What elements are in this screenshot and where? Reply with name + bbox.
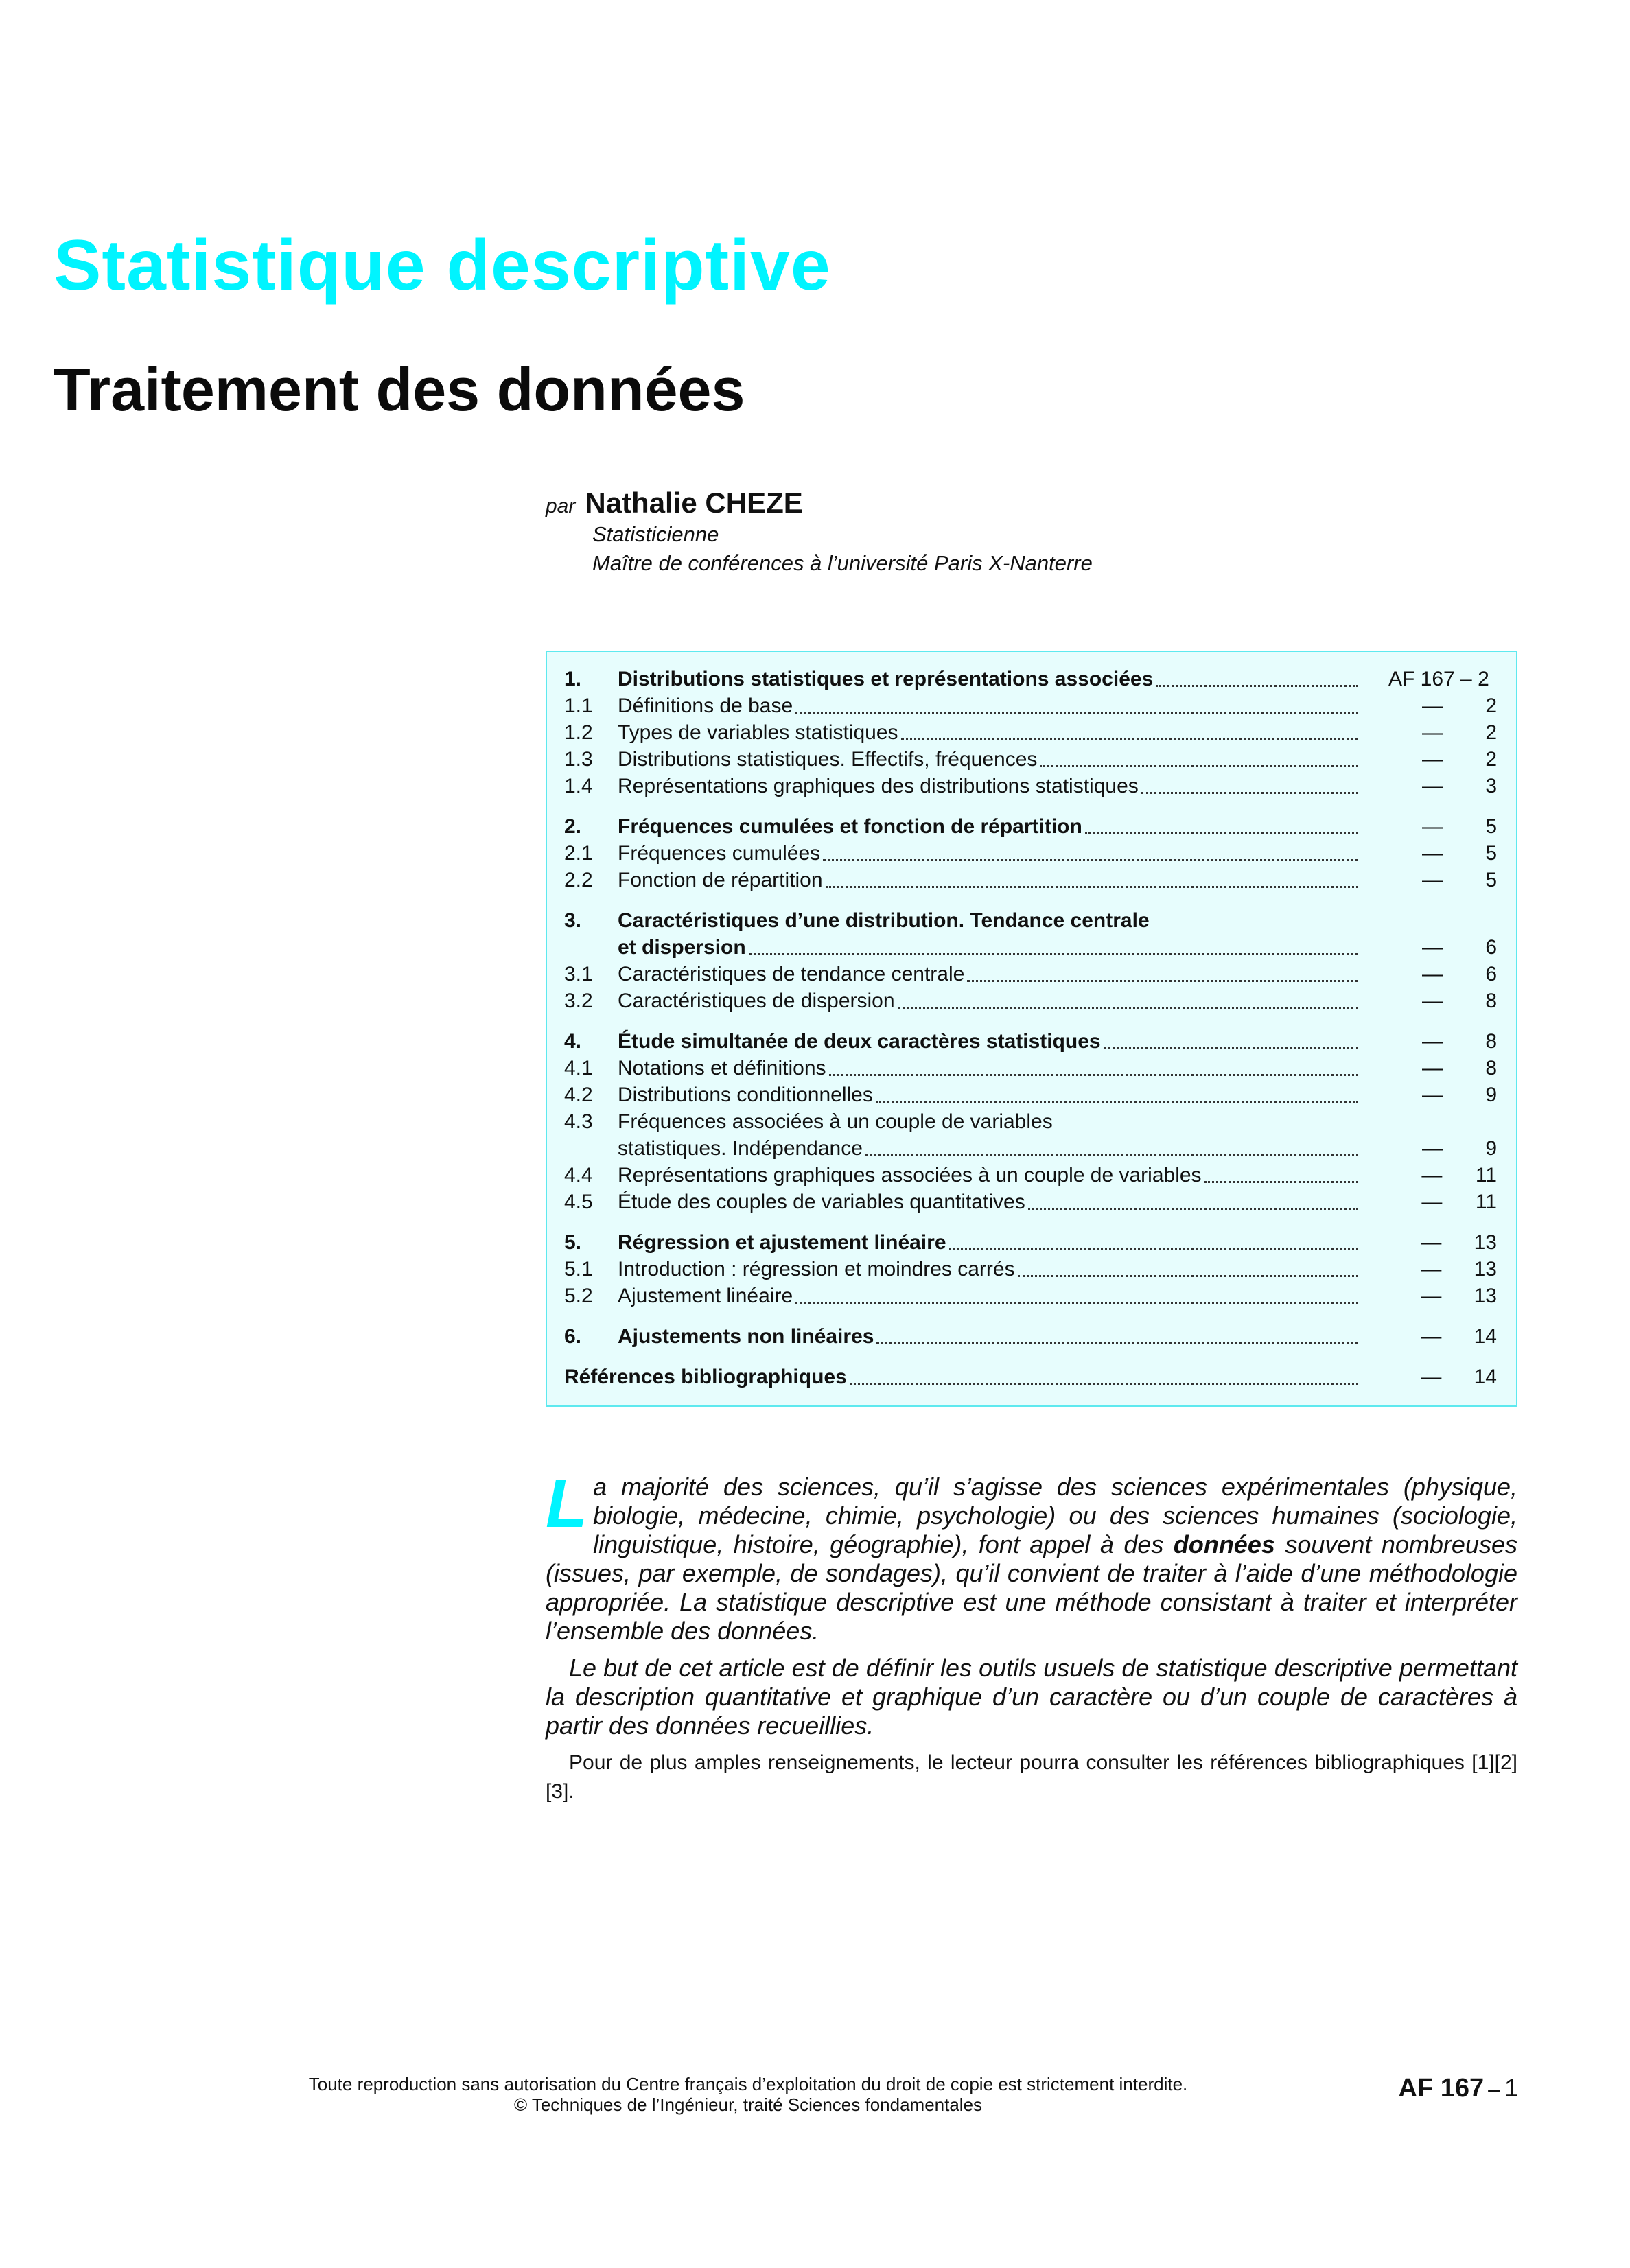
toc-ref-label: — (1421, 1164, 1443, 1186)
footer-line-2: © Techniques de l’Ingénieur, traité Sciences fondamentales (513, 2094, 983, 2115)
toc-reference (1388, 1028, 1497, 1055)
toc-number: 4.4 (564, 1164, 593, 1186)
toc-ref-label: — (1422, 694, 1443, 717)
author-line (546, 486, 1506, 520)
toc-reference (1388, 1135, 1497, 1162)
toc-number: 2.2 (564, 869, 593, 891)
toc-page-number: 6 (1485, 963, 1497, 985)
toc-title (618, 1256, 1388, 1283)
toc-reference (1388, 1162, 1497, 1189)
toc-title-text: Régression et ajustement linéaire (618, 1231, 946, 1254)
toc-leader-dots (1104, 1047, 1358, 1049)
toc-item (564, 1189, 1497, 1215)
toc-page-number: 5 (1485, 869, 1497, 891)
article-title: Statistique descriptive (54, 226, 831, 305)
toc-number: 1.4 (564, 775, 593, 797)
toc-title (618, 1323, 1388, 1350)
toc-page-number: 6 (1485, 936, 1497, 959)
toc-ref-label: — (1422, 990, 1443, 1012)
toc-section (564, 1323, 1497, 1350)
toc-title-text: Caractéristiques de dispersion (618, 990, 895, 1012)
toc-number: 1.3 (564, 748, 593, 771)
toc-title (618, 813, 1388, 840)
toc-reference (1388, 1283, 1497, 1309)
abstract-paragraph-3: Pour de plus amples renseignements, le lecteur pourra consulter les références bibliographiques [1][2][3]. (546, 1751, 1517, 1803)
author-role-1: Statisticienne (592, 522, 719, 547)
author-prefix: par (546, 495, 576, 517)
toc-title-text: Distributions statistiques. Effectifs, fréquences (618, 748, 1038, 771)
toc-number: 1. (564, 668, 582, 690)
toc-ref-label: — (1422, 842, 1443, 865)
toc-number: 5.2 (564, 1285, 593, 1307)
toc-title-text: Représentations graphiques des distributions statistiques (618, 775, 1139, 797)
toc-ref-label: — (1422, 869, 1443, 891)
toc-number: 4.5 (564, 1191, 593, 1213)
toc-item (564, 1162, 1497, 1189)
toc-title (618, 867, 1388, 893)
toc-page-number: 13 (1474, 1285, 1497, 1307)
toc-ref-label: — (1422, 936, 1443, 959)
toc-page-number: 11 (1475, 1191, 1497, 1213)
toc-reference (1388, 746, 1497, 773)
toc-page-number: 2 (1485, 694, 1497, 717)
toc-page-number: 14 (1474, 1325, 1497, 1348)
author-name: Nathalie CHEZE (585, 487, 803, 519)
toc-section (564, 1229, 1497, 1309)
toc-title-line: Caractéristiques d’une distribution. Tendance centrale (618, 909, 1150, 932)
toc-page-number: 5 (1485, 842, 1497, 865)
toc-reference (1388, 666, 1497, 692)
toc-title-text: Fonction de répartition (618, 869, 823, 891)
toc-title (618, 666, 1388, 692)
toc-reference (1388, 813, 1497, 840)
footer-copyright (206, 2074, 1290, 2115)
article-subtitle: Traitement des données (54, 355, 745, 423)
toc-number: 2.1 (564, 842, 593, 865)
footer-line-1: Toute reproduction sans autorisation du Centre français d’exploitation du droit de copie est strictement interdite. (308, 2074, 1188, 2094)
toc-leader-dots (829, 1074, 1358, 1076)
toc-ref-label: — (1422, 1137, 1443, 1160)
toc-leader-dots (795, 712, 1358, 714)
toc-leader-dots (876, 1342, 1358, 1344)
table-of-contents (546, 651, 1517, 1407)
toc-ref-label: — (1421, 1325, 1442, 1348)
toc-leader-dots (1156, 685, 1358, 687)
toc-section-heading (564, 1028, 1497, 1055)
toc-leader-dots (901, 738, 1358, 740)
toc-title-text: Étude des couples de variables quantitatives (618, 1191, 1025, 1213)
toc-number: 5. (564, 1231, 582, 1254)
toc-title-text: Représentations graphiques associées à un couple de variables (618, 1164, 1202, 1186)
toc-title (618, 1229, 1388, 1256)
toc-reference (1388, 773, 1497, 799)
toc-page-number: 8 (1485, 1057, 1497, 1079)
toc-leader-dots (1085, 832, 1358, 834)
toc-references (564, 1364, 1497, 1390)
toc-item (564, 1283, 1497, 1309)
toc-number: 6. (564, 1325, 582, 1348)
toc-title (618, 840, 1388, 867)
toc-leader-dots (1028, 1208, 1358, 1210)
toc-number: 4.3 (564, 1110, 593, 1133)
toc-title-text: Caractéristiques de tendance centrale (618, 963, 965, 985)
toc-ref-label: — (1422, 1030, 1443, 1053)
toc-section-heading (564, 907, 1497, 934)
toc-title (618, 1028, 1388, 1055)
toc-section-heading (564, 666, 1497, 692)
footer-page-number: 1 (1504, 2074, 1518, 2102)
toc-title (618, 1055, 1388, 1082)
toc-ref-label: — (1421, 1258, 1442, 1281)
toc-title (618, 1162, 1388, 1189)
toc-section-heading (564, 1229, 1497, 1256)
toc-leader-dots (949, 1248, 1358, 1250)
toc-title (618, 961, 1388, 987)
toc-page-number: 2 (1485, 748, 1497, 771)
toc-leader-dots (1018, 1275, 1358, 1277)
toc-reference (1388, 867, 1497, 893)
author-block (546, 486, 1506, 578)
toc-item (564, 1108, 1497, 1135)
toc-reference (1388, 1323, 1497, 1350)
toc-number: 4.1 (564, 1057, 593, 1079)
toc-ref-label: — (1422, 815, 1443, 838)
abstract-paragraph-1 (546, 1465, 1517, 1646)
toc-section (564, 907, 1497, 1014)
toc-reference (1388, 1189, 1497, 1215)
toc-section-heading-cont (564, 934, 1497, 961)
toc-page-number: 3 (1485, 775, 1497, 797)
toc-leader-dots (826, 886, 1358, 888)
toc-reference (1388, 934, 1497, 961)
toc-number: 2. (564, 815, 582, 838)
drop-cap: L (546, 1465, 588, 1542)
toc-leader-dots (865, 1154, 1358, 1156)
toc-title-text: Fréquences cumulées (618, 842, 821, 865)
toc-number: 3.2 (564, 990, 593, 1012)
toc-reference (1388, 1055, 1497, 1082)
toc-page-number: 11 (1475, 1164, 1497, 1186)
toc-title (618, 987, 1388, 1014)
toc-item (564, 867, 1497, 893)
toc-ref-label: — (1421, 1231, 1442, 1254)
toc-section-heading (564, 813, 1497, 840)
abstract-paragraph-2: Le but de cet article est de définir les outils usuels de statistique descriptive permettant la description quantitative et graphique d’un caractère ou d’un couple de caractères à partir des données recueillies. (546, 1654, 1517, 1740)
toc-title (618, 1135, 1388, 1162)
toc-leader-dots (898, 1007, 1358, 1009)
toc-item (564, 773, 1497, 799)
toc-ref-label: — (1421, 1191, 1443, 1213)
toc-page-number: 13 (1474, 1231, 1497, 1254)
toc-ref-label: AF 167 – 2 (1388, 668, 1489, 690)
toc-ref-label: — (1422, 963, 1443, 985)
toc-number: 4. (564, 1030, 582, 1053)
toc-title-line: Fréquences associées à un couple de variables (618, 1110, 1053, 1133)
toc-title (618, 934, 1388, 961)
toc-title (618, 719, 1388, 746)
toc-title (564, 1364, 1388, 1390)
toc-reference (1388, 987, 1497, 1014)
author-role-2: Maître de conférences à l’université Paris X-Nanterre (592, 551, 1093, 576)
toc-page-number: 9 (1485, 1137, 1497, 1160)
toc-number: 4.2 (564, 1084, 593, 1106)
toc-ref-label: — (1422, 721, 1443, 744)
abstract-text-start: a majorité des sciences, qu’il s’agisse des sciences expérimentales (physique, biologie, médecine, chimie, psychologie) ou des sciences humaines (sociologie, linguistique, histoire, géographie), font appel à des (593, 1473, 1517, 1558)
toc-reference (1388, 1256, 1497, 1283)
toc-ref-label: — (1422, 1084, 1443, 1106)
toc-section (564, 666, 1497, 799)
toc-title-text: Étude simultanée de deux caractères statistiques (618, 1030, 1101, 1053)
toc-reference (1388, 1229, 1497, 1256)
toc-number: 1.1 (564, 694, 593, 717)
toc-title-text: Références bibliographiques (564, 1366, 847, 1388)
footer-dash: – (1488, 2077, 1500, 2101)
toc-ref-label: — (1422, 748, 1443, 771)
toc-title-text: Ajustement linéaire (618, 1285, 793, 1307)
toc-title-text: Définitions de base (618, 694, 793, 717)
toc-leader-dots (876, 1101, 1358, 1103)
toc-title-text: Types de variables statistiques (618, 721, 898, 744)
toc-page-number: 9 (1485, 1084, 1497, 1106)
toc-reference (1388, 1364, 1497, 1390)
toc-section (564, 813, 1497, 893)
toc-leader-dots (1040, 765, 1358, 767)
toc-title (618, 773, 1388, 799)
footer-code: AF 167 (1398, 2074, 1485, 2103)
toc-page-number: 5 (1485, 815, 1497, 838)
toc-title-text: Notations et définitions (618, 1057, 826, 1079)
toc-leader-dots (1204, 1181, 1358, 1183)
toc-reference (1388, 719, 1497, 746)
toc-page-number: 14 (1474, 1366, 1497, 1388)
toc-item (564, 840, 1497, 867)
toc-reference (1388, 692, 1497, 719)
toc-reference (1388, 1082, 1497, 1108)
toc-reference (1388, 961, 1497, 987)
toc-section-heading (564, 1323, 1497, 1350)
toc-title (618, 1082, 1388, 1108)
toc-item (564, 746, 1497, 773)
toc-title (618, 1189, 1388, 1215)
toc-title (618, 1283, 1388, 1309)
toc-leader-dots (967, 980, 1358, 982)
toc-item (564, 1082, 1497, 1108)
toc-item (564, 1256, 1497, 1283)
toc-title-text: statistiques. Indépendance (618, 1137, 863, 1160)
toc-number: 1.2 (564, 721, 593, 744)
toc-title-text: Ajustements non linéaires (618, 1325, 874, 1348)
toc-page-number: 13 (1474, 1258, 1497, 1281)
toc-section (564, 1028, 1497, 1215)
toc-ref-label: — (1421, 1366, 1442, 1388)
toc-leader-dots (823, 859, 1358, 861)
toc-page-number: 8 (1485, 1030, 1497, 1053)
abstract (546, 1465, 1517, 1806)
abstract-bold-term: données (1173, 1530, 1275, 1558)
toc-ref-label: — (1422, 775, 1443, 797)
toc-leader-dots (1141, 792, 1358, 794)
toc-item (564, 987, 1497, 1014)
toc-title-text: et dispersion (618, 936, 746, 959)
toc-page-number: 8 (1485, 990, 1497, 1012)
footer-page-ref (1373, 2074, 1518, 2103)
toc-item-cont (564, 1135, 1497, 1162)
toc-page-number: 2 (1485, 721, 1497, 744)
toc-leader-dots (749, 953, 1358, 955)
toc-title-text: Introduction : régression et moindres carrés (618, 1258, 1015, 1281)
toc-title-text: Distributions statistiques et représentations associées (618, 668, 1154, 690)
toc-item (564, 1055, 1497, 1082)
toc-title-text: Distributions conditionnelles (618, 1084, 873, 1106)
toc-leader-dots (795, 1302, 1358, 1304)
toc-ref-label: — (1421, 1285, 1442, 1307)
toc-ref-label: — (1422, 1057, 1443, 1079)
toc-reference (1388, 840, 1497, 867)
toc-item (564, 961, 1497, 987)
toc-leader-dots (850, 1383, 1358, 1385)
toc-title-text: Fréquences cumulées et fonction de répartition (618, 815, 1082, 838)
toc-number: 3.1 (564, 963, 593, 985)
toc-title (618, 692, 1388, 719)
abstract-text-end: souvent nombreuses (issues, par exemple, de sondages), qu’il convient de traiter à l’aide d’une méthodologie appropriée. La statistique descriptive est une méthode consistant à traiter et interpréter l’ensemble des données. (546, 1530, 1517, 1645)
toc-number: 3. (564, 909, 582, 932)
toc-item (564, 692, 1497, 719)
toc-number: 5.1 (564, 1258, 593, 1281)
toc-item (564, 719, 1497, 746)
toc-title (618, 746, 1388, 773)
